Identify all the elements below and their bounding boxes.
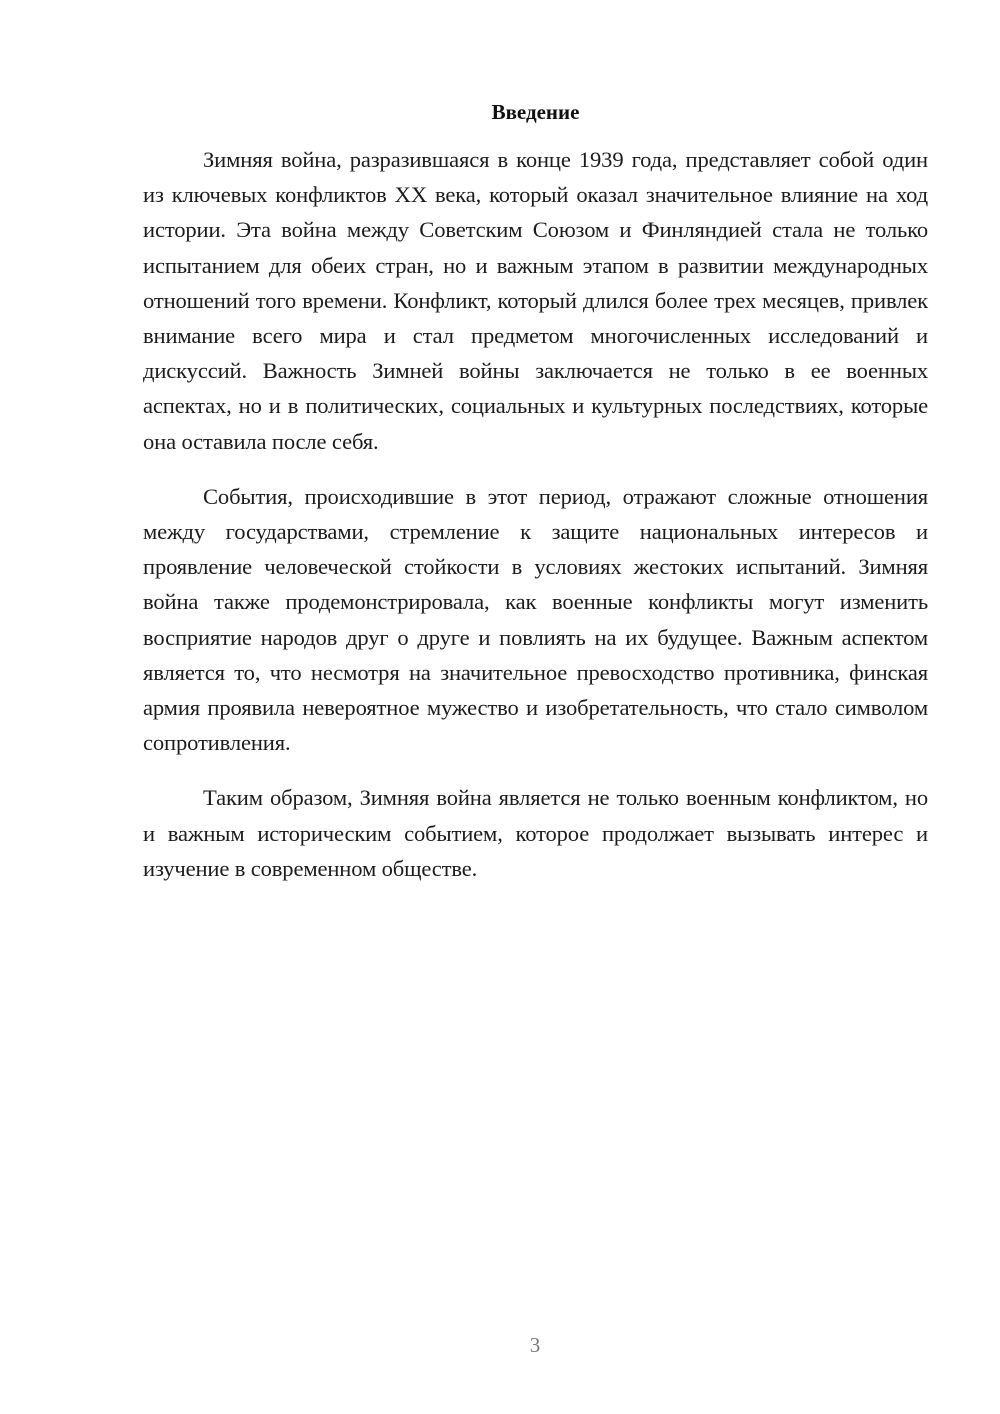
paragraph-2: События, происходившие в этот период, отражают сложные отношения между государствами, стремление к защите национальных интересов и проявление человеческой стойкости в условиях жестоких испытаний. Зимняя война также продемонстрировала, как военные конфликты могут изменить восприятие народов друг о друге и повлиять на их будущее. Важным аспектом является то, что несмотря на значительное превосходство противника, финская армия проявила невероятное мужество и изобретательность, что стало символом сопротивления. [143, 483, 928, 756]
page-number: 3 [529, 1333, 541, 1357]
body-text [143, 142, 928, 906]
section-title: Введение [491, 100, 580, 124]
paragraph-3: Таким образом, Зимняя война является не только военным конфликтом, но и важным историческим событием, которое продолжает вызывать интерес и изучение в современном обществе. [143, 785, 928, 881]
paragraph-1: Зимняя война, разразившаяся в конце 1939 года, представляет собой один из ключевых конфликтов XX века, который оказал значительное влияние на ход истории. Эта война между Советским Союзом и Финляндией стала не только испытанием для обеих стран, но и важным этапом в развитии международных отношений того времени. Конфликт, который длился более трех месяцев, привлек внимание всего мира и стал предметом многочисленных исследований и дискуссий. Важность Зимней войны заключается не только в ее военных аспектах, но и в политических, социальных и культурных последствиях, которые она оставила после себя. [143, 147, 928, 454]
